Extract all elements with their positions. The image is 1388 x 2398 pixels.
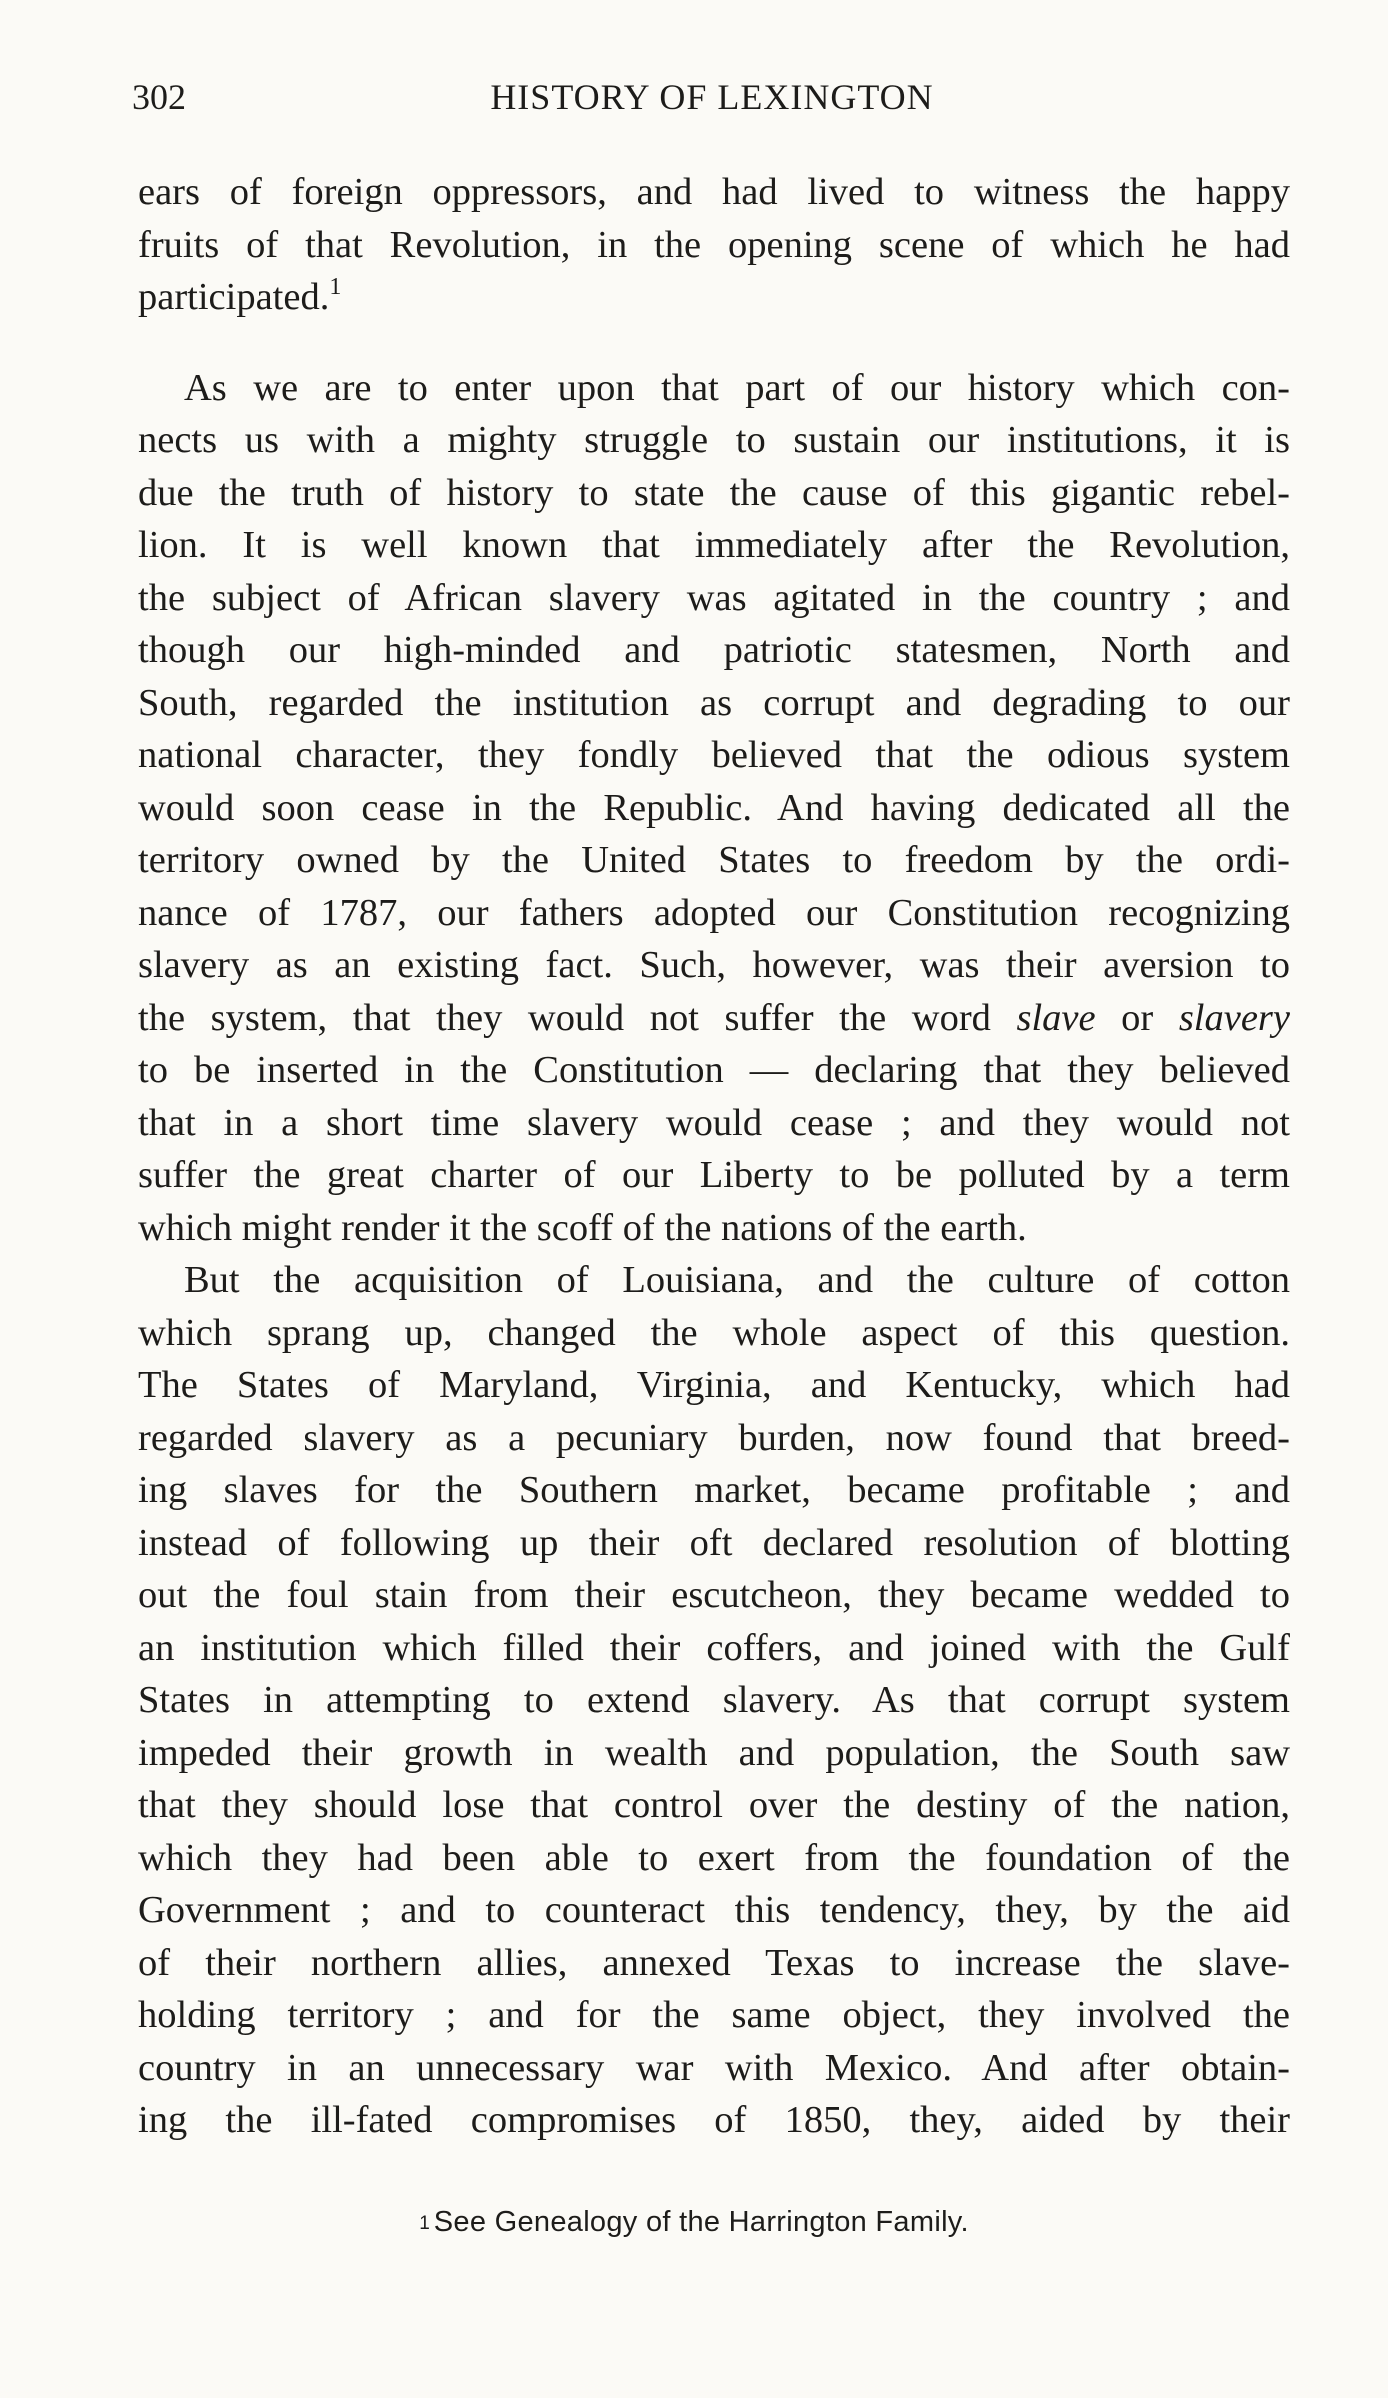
text-line: which they had been able to exert from the foundation of the [138, 1836, 1290, 1879]
paragraph-gap [138, 324, 1290, 362]
text-line: As we are to enter upon that part of our history which con- [184, 366, 1290, 409]
running-head [132, 72, 1292, 122]
paragraph-continuation [138, 166, 1290, 324]
text-line: regarded slavery as a pecuniary burden, now found that breed- [138, 1416, 1290, 1459]
page-number: 302 [132, 77, 186, 117]
running-title: HISTORY OF LEXINGTON [490, 77, 934, 117]
text-line: to be inserted in the Constitution — declaring that they believed [138, 1049, 1290, 1091]
text-line: suffer the great charter of our Liberty to be polluted by a term [138, 1154, 1290, 1196]
text-line: impeded their growth in wealth and population, the South saw [138, 1731, 1290, 1774]
text-line: that they should lose that control over the destiny of the nation, [138, 1784, 1290, 1826]
text-line: ing the ill-fated compromises of 1850, they, aided by their [138, 2099, 1290, 2141]
text-span: participated. [138, 276, 330, 318]
text-line: Government ; and to counteract this tendency, they, by the aid [138, 1889, 1290, 1931]
text-line: fruits of that Revolution, in the opening scene of which he had [138, 223, 1290, 266]
text-line: that in a short time slavery would cease ; and they would not [138, 1101, 1290, 1144]
text-line: though our high-minded and patriotic statesmen, North and [138, 629, 1290, 671]
text-line: The States of Maryland, Virginia, and Kentucky, which had [138, 1364, 1290, 1406]
text-line: territory owned by the United States to freedom by the ordi- [138, 839, 1290, 881]
text-line: South, regarded the institution as corrupt and degrading to our [138, 681, 1290, 724]
text-line: But the acquisition of Louisiana, and the culture of cotton [184, 1259, 1290, 1301]
text-span: or [1121, 996, 1154, 1039]
text-span: the system, that they would not suffer the word [138, 996, 991, 1039]
footnote-reference: 1 [329, 274, 342, 300]
text-line: country in an unnecessary war with Mexico. And after obtain- [138, 2046, 1290, 2089]
text-line: ing slaves for the Southern market, became profitable ; and [138, 1469, 1290, 1511]
text-line: holding territory ; and for the same object, they involved the [138, 1994, 1290, 2036]
text-line: slavery as an existing fact. Such, however, was their aversion to [138, 944, 1290, 986]
text-line: due the truth of history to state the cause of this gigantic rebel- [138, 471, 1290, 514]
footnote-mark: 1 [419, 2213, 430, 2234]
footnote [0, 2202, 1388, 2242]
text-line [138, 271, 1290, 324]
text-line: of their northern allies, annexed Texas to increase the slave- [138, 1941, 1290, 1984]
text-line: instead of following up their oft declared resolution of blotting [138, 1521, 1290, 1564]
text-line: lion. It is well known that immediately after the Revolution, [138, 524, 1290, 566]
text-line: ears of foreign oppressors, and had lived to witness the happy [138, 171, 1290, 213]
text-line: which might render it the scoff of the nations of the earth. [138, 1206, 1027, 1249]
text-line: nance of 1787, our fathers adopted our Constitution recognizing [138, 891, 1290, 934]
italic-word: slavery [1178, 996, 1291, 1039]
text-line: which sprang up, changed the whole aspect of this question. [138, 1311, 1290, 1354]
text-line: national character, they fondly believed that the odious system [138, 734, 1290, 776]
text-line: the subject of African slavery was agitated in the country ; and [138, 576, 1290, 619]
text-line: an institution which filled their coffers, and joined with the Gulf [138, 1626, 1290, 1669]
paragraph-louisiana [138, 1254, 1290, 2147]
text-line: out the foul stain from their escutcheon, they became wedded to [138, 1574, 1290, 1616]
text-line: States in attempting to extend slavery. As that corrupt system [138, 1679, 1290, 1721]
text-line: would soon cease in the Republic. And having dedicated all the [138, 786, 1290, 829]
footnote-text: See Genealogy of the Harrington Family. [433, 2206, 969, 2238]
text-line: nects us with a mighty struggle to sustain our institutions, it is [138, 419, 1290, 461]
body-text [138, 166, 1290, 2147]
paragraph-slavery-cause [138, 362, 1290, 1255]
italic-word: slave [1016, 996, 1096, 1039]
text-line-with-italics [138, 992, 1290, 1045]
